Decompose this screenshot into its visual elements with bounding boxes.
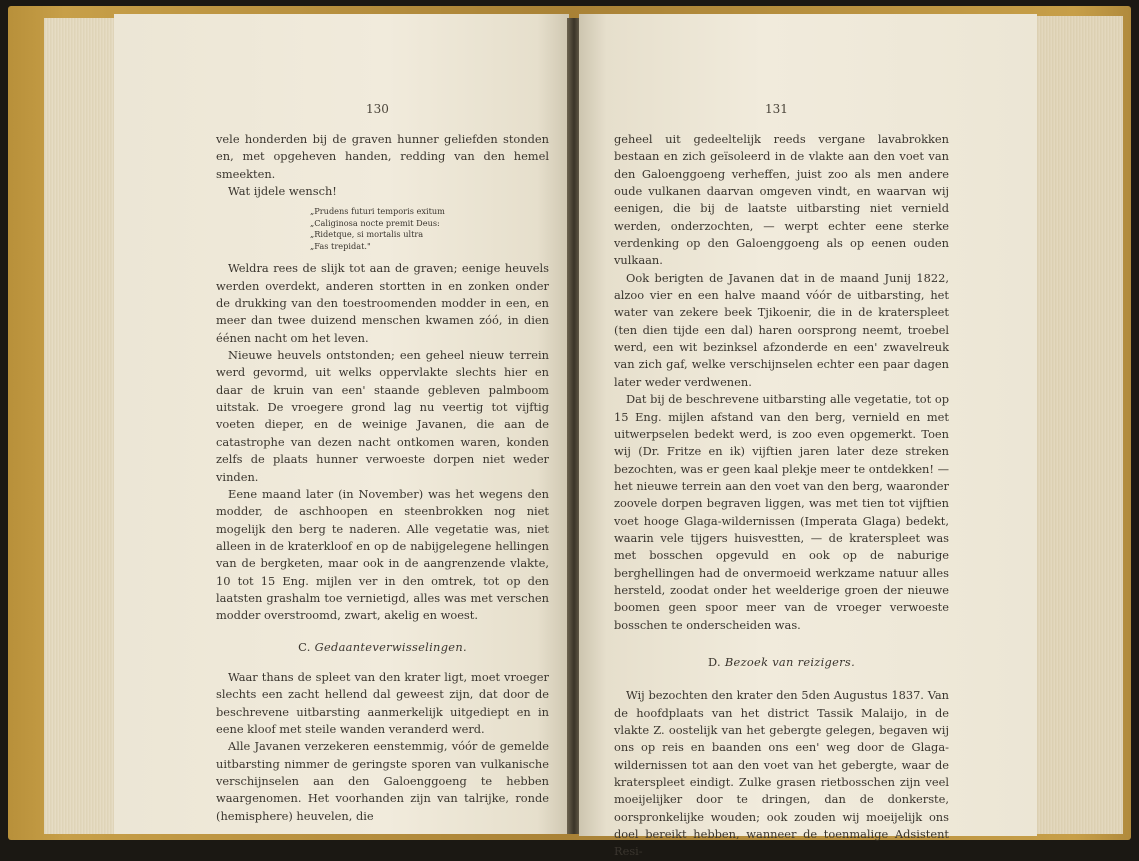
paragraph: Ook berigten de Javanen dat in de maand Junij 1822, alzoo vier en een halve maand vóór de uitbarsting, het water van zekere beek Tjikoenir, die in de kraterspleet (ten dien tijde een dal) haren oorsprong neemt, troebel werd, een wit bezinksel afzonderde en een' zwavelreuk van zich gaf, welke verschijnselen echter een paar dagen later weder verdwenen.	[614, 270, 949, 389]
paragraph: geheel uit gedeeltelijk reeds vergane lavabrokken bestaan en zich geïsoleerd in de vlakte aan den voet van den Galoenggoeng verheffen, juist zoo als men andere oude vulkanen daarvan omgeven vindt, en waarvan wij eenigen, die bij de laatste uitbarsting niet vernield werden, onderzochten, — werpt echter eene sterke verdenking op den Galoenggoeng als op eenen ouden vulkaan.	[614, 132, 949, 268]
paragraph: Eene maand later (in November) was het wegens den modder, de aschhoopen en steenbrokken nog niet mogelijk den berg te naderen. Alle vegetatie was, niet alleen in de kraterkloof en op de nabijgelegene hellingen van de bergketen, maar ook in de aangrenzende vlakte, 10 tot 15 Eng. mijlen ver in den omtrek, tot op den laatsten grashalm toe vernietigd, alles was met verschen modder overstroomd, zwart, akelig en woest.	[216, 486, 549, 623]
page-number: 131	[765, 102, 788, 116]
page-body	[216, 131, 549, 825]
section-title: Bezoek van reizigers.	[724, 654, 855, 669]
paragraph: vele honderden bij de graven hunner geliefden stonden en, met opgeheven handen, redding van den hemel smeekten.	[216, 132, 549, 181]
quote-line: „Fas trepidat."	[310, 240, 371, 251]
section-heading	[614, 654, 949, 671]
paragraph: Wij bezochten den krater den 5den Augustus 1837. Van de hoofdplaats van het district Tassik Malaijo, in de vlakte Z. oostelijk van het gebergte gelegen, begaven wij ons op reis en baanden ons een' weg door de Glaga-wildernissen tot aan den voet van het gebergte, waar de kraterspleet eindigt. Zulke grasen rietbosschen zijn veel moeijelijker door te dringen, dan de donkerste, oorspronkelijke wouden; ook zouden wij moeijelijk ons doel bereikt hebben, wanneer de toenmalige Adsistent Resi-	[614, 688, 949, 859]
quote-line: „Caliginosa nocte premit Deus:	[310, 217, 440, 228]
section-letter: D.	[707, 654, 721, 669]
paragraph: Nieuwe heuvels ontstonden; een geheel nieuw terrein werd gevormd, uit welks oppervlakte slechts hier en daar de kruin van een' staande gebleven palmboom uitstak. De vroegere grond lag nu veertig tot vijftig voeten dieper, en de weinige Javanen, die aan de catastrophe van dezen nacht ontkomen waren, konden zelfs de plaats hunner verwoeste dorpen niet weder vinden.	[216, 348, 549, 484]
quote-line: „Ridetque, si mortalis ultra	[310, 229, 424, 240]
section-heading	[216, 639, 549, 656]
paragraph: Weldra rees de slijk tot aan de graven; eenige heuvels werden overdekt, anderen stortten in en zonken onder de drukking van den toestroomenden modder in een, en meer dan twee duizend menschen kwamen zóó, in dien éénen nacht om het leven.	[216, 261, 549, 345]
right-page	[579, 14, 1037, 859]
page-number: 130	[366, 102, 389, 116]
section-title: Gedaanteverwisselingen.	[314, 639, 467, 654]
section-letter: C.	[298, 639, 311, 654]
page-body	[614, 131, 949, 861]
page-edges-right	[1036, 16, 1123, 834]
paragraph: Waar thans de spleet van den krater ligt, moet vroeger slechts een zacht hellend dal geweest zijn, dat door de beschrevene uitbarsting aanmerkelijk uitgediept en in eene kloof met steile wanden veranderd werd.	[216, 669, 549, 736]
page-edges-left	[44, 18, 117, 834]
paragraph: Alle Javanen verzekeren eenstemmig, vóór de gemelde uitbarsting nimmer de geringste sporen van vulkanische verschijnselen aan den Galoenggoeng te hebben waargenomen. Het voorhanden zijn van talrijke, ronde (hemisphere) heuvelen, die	[216, 739, 549, 823]
latin-quote	[310, 206, 549, 252]
paragraph: Wat ijdele wensch!	[228, 184, 337, 199]
left-page	[114, 14, 569, 834]
paragraph: Dat bij de beschrevene uitbarsting alle vegetatie, tot op 15 Eng. mijlen afstand van den berg, vernield en met uitwerpselen bedekt werd, is zoo even opgemerkt. Toen wij (Dr. Fritze en ik) vijftien jaren later deze streken bezochten, was er geen kaal plekje meer te ontdekken! — het nieuwe terrein aan den voet van den berg, waaronder zoovele dorpen begraven liggen, was met tien tot vijftien voet hooge Glaga-wildernissen (Imperata Glaga) bedekt, waarin vele tijgers huisvestten, — de kraterspleet was met bosschen opgevuld en ook op de naburige berghellingen had de onvermoeid werkzame natuur alles hersteld, zoodat onder het weelderige groen der nieuwe boomen geen spoor meer van de vroeger verwoeste bosschen te onderscheiden was.	[614, 392, 949, 632]
quote-line: „Prudens futuri temporis exitum	[310, 206, 445, 217]
